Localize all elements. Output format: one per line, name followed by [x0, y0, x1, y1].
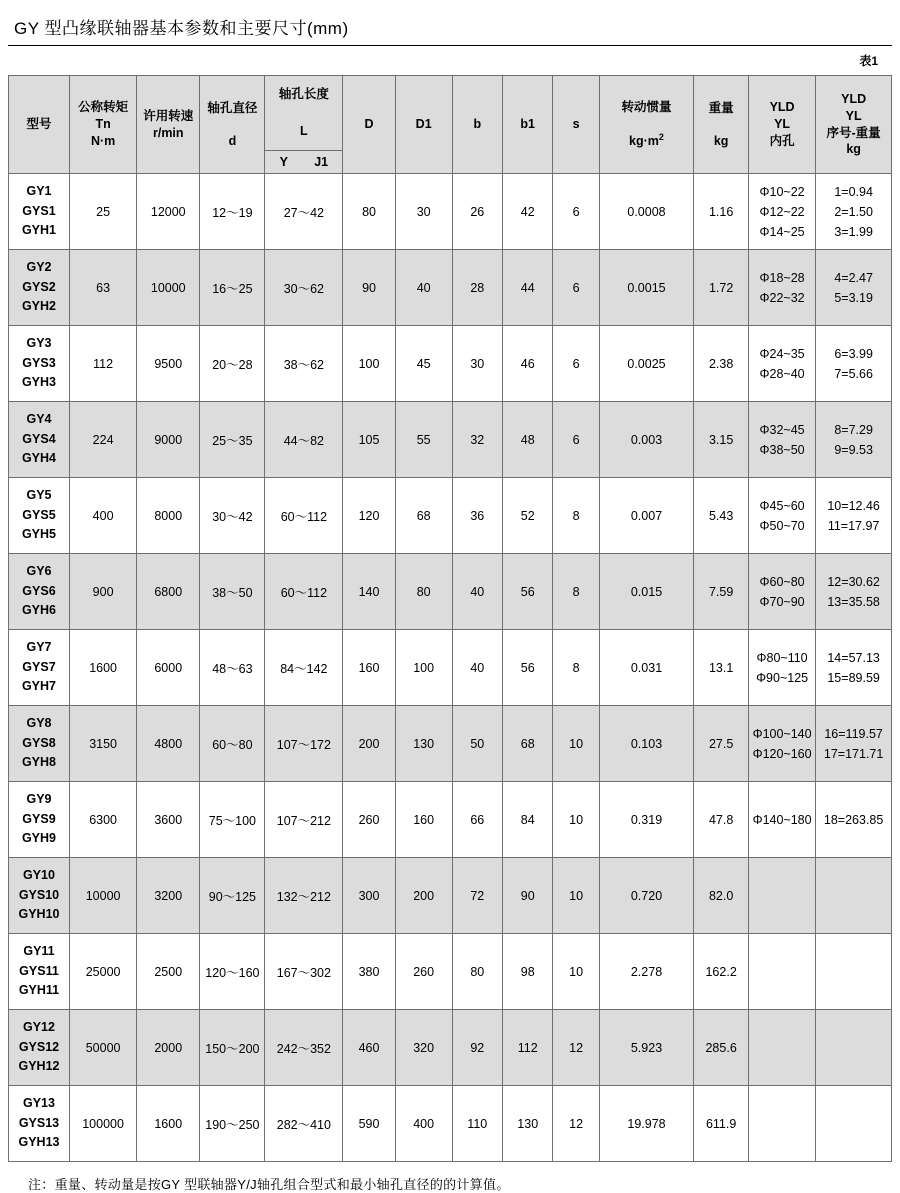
cell-D: 105 — [343, 402, 396, 478]
col-header-yld-weight — [816, 76, 892, 174]
cell-weight: 13.1 — [694, 630, 749, 706]
table-row — [9, 782, 892, 858]
cell-yld-bore: Φ80~110 Φ90~125 — [748, 630, 815, 706]
table-row — [9, 250, 892, 326]
cell-bore-length: 27～42 — [265, 174, 343, 250]
col-header-torque — [69, 76, 136, 174]
cell-yld-weight: 12=30.62 13=35.58 — [816, 554, 892, 630]
cell-model: GY6 GYS6 GYH6 — [9, 554, 70, 630]
cell-inertia: 0.720 — [599, 858, 694, 934]
col-header-b1: b1 — [503, 76, 553, 174]
cell-D: 120 — [343, 478, 396, 554]
cell-bore-diameter: 75～100 — [200, 782, 265, 858]
cell-b1: 56 — [503, 630, 553, 706]
cell-speed: 2000 — [137, 1010, 200, 1086]
cell-torque: 3150 — [69, 706, 136, 782]
cell-inertia: 2.278 — [599, 934, 694, 1010]
title-divider — [8, 45, 892, 46]
table-header — [9, 76, 892, 174]
cell-weight: 82.0 — [694, 858, 749, 934]
cell-yld-bore: Φ100~140 Φ120~160 — [748, 706, 815, 782]
cell-torque: 100000 — [69, 1086, 136, 1162]
col-header-s: s — [553, 76, 599, 174]
cell-inertia: 0.0008 — [599, 174, 694, 250]
cell-D: 260 — [343, 782, 396, 858]
cell-model: GY1 GYS1 GYH1 — [9, 174, 70, 250]
cell-D1: 40 — [395, 250, 452, 326]
cell-D: 200 — [343, 706, 396, 782]
cell-model: GY10 GYS10 GYH10 — [9, 858, 70, 934]
cell-b1: 48 — [503, 402, 553, 478]
cell-inertia: 5.923 — [599, 1010, 694, 1086]
table-row — [9, 706, 892, 782]
header-row-main — [9, 76, 892, 151]
cell-weight: 2.38 — [694, 326, 749, 402]
cell-bore-diameter: 90～125 — [200, 858, 265, 934]
col-header-weight-line1: 重量 — [708, 100, 734, 115]
cell-speed: 2500 — [137, 934, 200, 1010]
cell-s: 8 — [553, 630, 599, 706]
cell-yld-weight: 18=263.85 — [816, 782, 892, 858]
cell-torque: 25 — [69, 174, 136, 250]
cell-torque: 900 — [69, 554, 136, 630]
cell-D1: 320 — [395, 1010, 452, 1086]
cell-b: 110 — [452, 1086, 502, 1162]
col-header-speed-line1: 许用转速 — [143, 108, 194, 123]
cell-model: GY4 GYS4 GYH4 — [9, 402, 70, 478]
cell-s: 8 — [553, 478, 599, 554]
cell-yld-weight — [816, 934, 892, 1010]
cell-model: GY9 GYS9 GYH9 — [9, 782, 70, 858]
cell-model: GY8 GYS8 GYH8 — [9, 706, 70, 782]
cell-D1: 260 — [395, 934, 452, 1010]
cell-yld-bore: Φ60~80 Φ70~90 — [748, 554, 815, 630]
cell-yld-bore: Φ18~28 Φ22~32 — [748, 250, 815, 326]
cell-bore-diameter: 16～25 — [200, 250, 265, 326]
cell-b1: 68 — [503, 706, 553, 782]
cell-yld-bore: Φ45~60 Φ50~70 — [748, 478, 815, 554]
cell-s: 12 — [553, 1010, 599, 1086]
cell-speed: 4800 — [137, 706, 200, 782]
cell-D: 140 — [343, 554, 396, 630]
cell-b1: 112 — [503, 1010, 553, 1086]
cell-b: 36 — [452, 478, 502, 554]
cell-yld-weight — [816, 858, 892, 934]
cell-b: 26 — [452, 174, 502, 250]
cell-model: GY5 GYS5 GYH5 — [9, 478, 70, 554]
cell-speed: 3600 — [137, 782, 200, 858]
cell-b1: 90 — [503, 858, 553, 934]
cell-yld-weight: 6=3.99 7=5.66 — [816, 326, 892, 402]
cell-torque: 63 — [69, 250, 136, 326]
col-header-bore-length-types — [265, 151, 343, 174]
cell-inertia: 0.103 — [599, 706, 694, 782]
cell-s: 6 — [553, 250, 599, 326]
cell-bore-length: 107～172 — [265, 706, 343, 782]
col-header-bore-diameter — [200, 76, 265, 174]
cell-bore-diameter: 120～160 — [200, 934, 265, 1010]
cell-weight: 611.9 — [694, 1086, 749, 1162]
cell-bore-length: 84～142 — [265, 630, 343, 706]
cell-b: 66 — [452, 782, 502, 858]
cell-D1: 200 — [395, 858, 452, 934]
cell-weight: 47.8 — [694, 782, 749, 858]
cell-b: 80 — [452, 934, 502, 1010]
cell-b: 40 — [452, 554, 502, 630]
cell-D1: 160 — [395, 782, 452, 858]
cell-model: GY13 GYS13 GYH13 — [9, 1086, 70, 1162]
col-header-yld-bore-line2: YL — [774, 117, 791, 132]
cell-s: 6 — [553, 402, 599, 478]
cell-torque: 1600 — [69, 630, 136, 706]
cell-bore-diameter: 190～250 — [200, 1086, 265, 1162]
cell-torque: 400 — [69, 478, 136, 554]
cell-yld-bore: Φ10~22 Φ12~22 Φ14~25 — [748, 174, 815, 250]
cell-b1: 52 — [503, 478, 553, 554]
col-header-bore-length-line1: 轴孔长度 — [278, 87, 329, 102]
cell-b: 32 — [452, 402, 502, 478]
cell-torque: 25000 — [69, 934, 136, 1010]
cell-bore-diameter: 12～19 — [200, 174, 265, 250]
col-header-yld-weight-line4: kg — [846, 142, 861, 157]
cell-weight: 162.2 — [694, 934, 749, 1010]
cell-yld-bore — [748, 858, 815, 934]
cell-bore-length: 60～112 — [265, 478, 343, 554]
cell-D1: 100 — [395, 630, 452, 706]
cell-b: 72 — [452, 858, 502, 934]
table-body — [9, 174, 892, 1162]
specification-table — [8, 75, 892, 1162]
cell-D: 100 — [343, 326, 396, 402]
col-header-inertia — [599, 76, 694, 174]
cell-speed: 8000 — [137, 478, 200, 554]
cell-bore-length: 282～410 — [265, 1086, 343, 1162]
cell-b: 40 — [452, 630, 502, 706]
cell-yld-weight: 4=2.47 5=3.19 — [816, 250, 892, 326]
col-header-yld-weight-line3: 序号-重量 — [826, 125, 881, 140]
cell-weight: 7.59 — [694, 554, 749, 630]
col-header-D: D — [343, 76, 396, 174]
cell-yld-weight: 8=7.29 9=9.53 — [816, 402, 892, 478]
cell-weight: 1.16 — [694, 174, 749, 250]
table-row — [9, 174, 892, 250]
cell-D1: 130 — [395, 706, 452, 782]
cell-bore-length: 60～112 — [265, 554, 343, 630]
cell-bore-length: 44～82 — [265, 402, 343, 478]
cell-bore-diameter: 150～200 — [200, 1010, 265, 1086]
cell-torque: 6300 — [69, 782, 136, 858]
page-title: GY 型凸缘联轴器基本参数和主要尺寸(mm) — [14, 19, 349, 38]
table-row — [9, 1086, 892, 1162]
col-header-torque-line2: Tn — [95, 117, 111, 132]
table-row — [9, 402, 892, 478]
cell-torque: 112 — [69, 326, 136, 402]
col-header-yld-bore-line1: YLD — [769, 100, 795, 115]
cell-bore-length: 38～62 — [265, 326, 343, 402]
col-header-inertia-sup: 2 — [658, 132, 664, 143]
cell-torque: 224 — [69, 402, 136, 478]
cell-speed: 9500 — [137, 326, 200, 402]
cell-b1: 56 — [503, 554, 553, 630]
cell-yld-weight: 16=119.57 17=171.71 — [816, 706, 892, 782]
table-row — [9, 934, 892, 1010]
cell-s: 8 — [553, 554, 599, 630]
cell-yld-bore: Φ24~35 Φ28~40 — [748, 326, 815, 402]
table-row — [9, 858, 892, 934]
col-header-yld-bore — [748, 76, 815, 174]
cell-D: 300 — [343, 858, 396, 934]
cell-bore-diameter: 38～50 — [200, 554, 265, 630]
cell-yld-weight — [816, 1086, 892, 1162]
cell-speed: 6000 — [137, 630, 200, 706]
cell-yld-bore — [748, 1010, 815, 1086]
cell-D: 380 — [343, 934, 396, 1010]
cell-weight: 5.43 — [694, 478, 749, 554]
cell-D: 80 — [343, 174, 396, 250]
cell-torque: 10000 — [69, 858, 136, 934]
cell-yld-bore: Φ140~180 — [748, 782, 815, 858]
cell-bore-length: 242～352 — [265, 1010, 343, 1086]
cell-yld-bore — [748, 1086, 815, 1162]
cell-b: 30 — [452, 326, 502, 402]
cell-bore-diameter: 48～63 — [200, 630, 265, 706]
cell-speed: 12000 — [137, 174, 200, 250]
cell-b: 50 — [452, 706, 502, 782]
cell-b1: 84 — [503, 782, 553, 858]
col-header-bore-length-J1: J1 — [314, 154, 329, 169]
cell-D: 460 — [343, 1010, 396, 1086]
cell-D1: 400 — [395, 1086, 452, 1162]
cell-inertia: 0.003 — [599, 402, 694, 478]
cell-yld-weight: 1=0.94 2=1.50 3=1.99 — [816, 174, 892, 250]
cell-D1: 80 — [395, 554, 452, 630]
cell-s: 6 — [553, 326, 599, 402]
cell-b1: 46 — [503, 326, 553, 402]
col-header-inertia-line2: kg·m — [629, 134, 659, 149]
cell-speed: 6800 — [137, 554, 200, 630]
cell-D: 90 — [343, 250, 396, 326]
cell-bore-diameter: 20～28 — [200, 326, 265, 402]
cell-model: GY11 GYS11 GYH11 — [9, 934, 70, 1010]
cell-bore-length: 107～212 — [265, 782, 343, 858]
cell-speed: 3200 — [137, 858, 200, 934]
cell-inertia: 0.0015 — [599, 250, 694, 326]
cell-b1: 42 — [503, 174, 553, 250]
table-row — [9, 478, 892, 554]
table-row — [9, 326, 892, 402]
cell-b1: 44 — [503, 250, 553, 326]
cell-model: GY12 GYS12 GYH12 — [9, 1010, 70, 1086]
table-row — [9, 630, 892, 706]
col-header-torque-line3: N·m — [90, 133, 116, 148]
cell-inertia: 0.319 — [599, 782, 694, 858]
col-header-D1: D1 — [395, 76, 452, 174]
cell-b1: 130 — [503, 1086, 553, 1162]
col-header-bore-length-Y: Y — [279, 154, 288, 169]
cell-speed: 9000 — [137, 402, 200, 478]
cell-s: 10 — [553, 706, 599, 782]
col-header-yld-weight-line2: YL — [845, 108, 862, 123]
cell-inertia: 0.031 — [599, 630, 694, 706]
cell-bore-length: 167～302 — [265, 934, 343, 1010]
table-note — [28, 1174, 892, 1193]
cell-D1: 68 — [395, 478, 452, 554]
col-header-inertia-line1: 转动惯量 — [621, 99, 672, 114]
cell-inertia: 0.015 — [599, 554, 694, 630]
cell-speed: 1600 — [137, 1086, 200, 1162]
table-row — [9, 1010, 892, 1086]
cell-D: 590 — [343, 1086, 396, 1162]
cell-bore-length: 132～212 — [265, 858, 343, 934]
cell-speed: 10000 — [137, 250, 200, 326]
col-header-speed-line2: r/min — [152, 125, 184, 140]
cell-bore-length: 30～62 — [265, 250, 343, 326]
cell-torque: 50000 — [69, 1010, 136, 1086]
cell-weight: 3.15 — [694, 402, 749, 478]
cell-model: GY2 GYS2 GYH2 — [9, 250, 70, 326]
cell-D1: 45 — [395, 326, 452, 402]
col-header-bore-length-line2: L — [300, 124, 308, 138]
cell-bore-diameter: 30～42 — [200, 478, 265, 554]
cell-D1: 30 — [395, 174, 452, 250]
cell-model: GY7 GYS7 GYH7 — [9, 630, 70, 706]
cell-b1: 98 — [503, 934, 553, 1010]
col-header-bore-diameter-line2: d — [228, 133, 237, 148]
cell-yld-bore — [748, 934, 815, 1010]
table-row — [9, 554, 892, 630]
cell-yld-bore: Φ32~45 Φ38~50 — [748, 402, 815, 478]
table-number: 表1 — [859, 54, 878, 68]
col-header-weight — [694, 76, 749, 174]
col-header-torque-line1: 公称转矩 — [78, 100, 129, 115]
cell-inertia: 19.978 — [599, 1086, 694, 1162]
cell-s: 10 — [553, 782, 599, 858]
col-header-bore-length — [265, 76, 343, 151]
cell-yld-weight: 14=57.13 15=89.59 — [816, 630, 892, 706]
cell-s: 12 — [553, 1086, 599, 1162]
col-header-speed — [137, 76, 200, 174]
col-header-weight-line2: kg — [713, 133, 729, 148]
cell-D1: 55 — [395, 402, 452, 478]
cell-weight: 285.6 — [694, 1010, 749, 1086]
cell-s: 6 — [553, 174, 599, 250]
col-header-yld-weight-line1: YLD — [841, 91, 867, 106]
cell-bore-diameter: 25～35 — [200, 402, 265, 478]
cell-yld-weight: 10=12.46 11=17.97 — [816, 478, 892, 554]
col-header-bore-diameter-line1: 轴孔直径 — [207, 100, 258, 115]
col-header-b: b — [452, 76, 502, 174]
cell-bore-diameter: 60～80 — [200, 706, 265, 782]
cell-inertia: 0.0025 — [599, 326, 694, 402]
cell-b: 92 — [452, 1010, 502, 1086]
cell-model: GY3 GYS3 GYH3 — [9, 326, 70, 402]
cell-s: 10 — [553, 934, 599, 1010]
table-note-text: 注：重量、转动量是按GY 型联轴器Y/J轴孔组合型式和最小轴孔直径的的计算值。 — [28, 1177, 510, 1192]
col-header-model: 型号 — [9, 76, 70, 174]
cell-weight: 27.5 — [694, 706, 749, 782]
cell-weight: 1.72 — [694, 250, 749, 326]
cell-D: 160 — [343, 630, 396, 706]
cell-b: 28 — [452, 250, 502, 326]
cell-inertia: 0.007 — [599, 478, 694, 554]
cell-yld-weight — [816, 1010, 892, 1086]
col-header-yld-bore-line3: 内孔 — [769, 133, 795, 148]
cell-s: 10 — [553, 858, 599, 934]
